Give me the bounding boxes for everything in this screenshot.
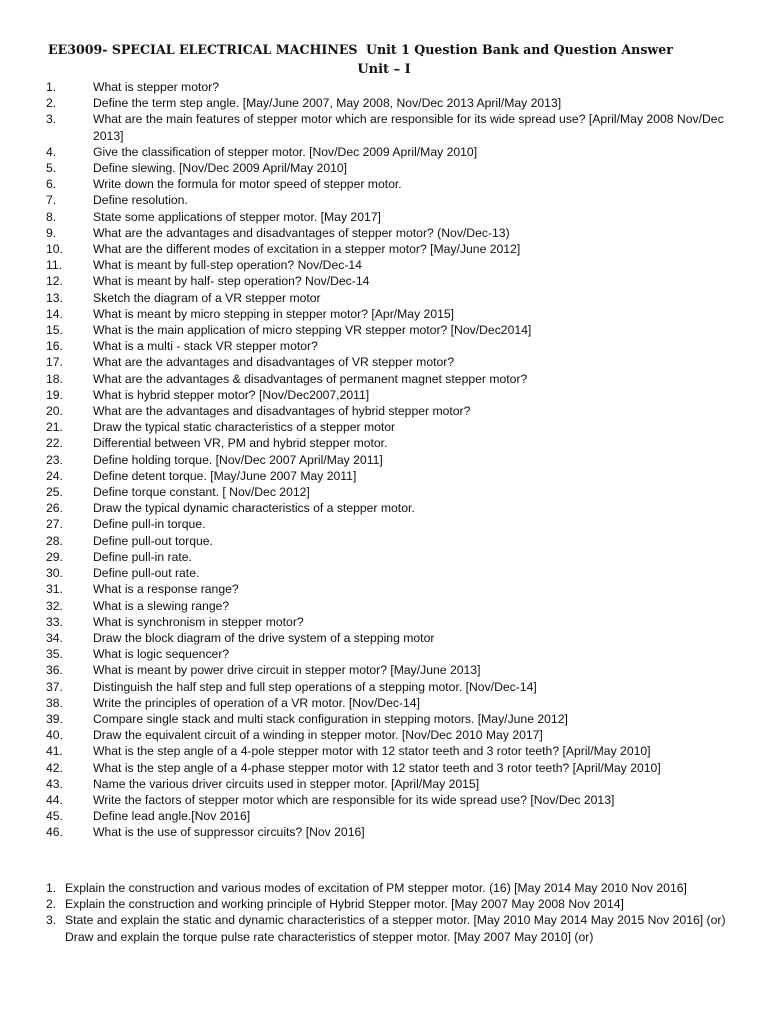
question-number: 36.: [46, 663, 63, 678]
question-item: [46, 743, 746, 759]
question-text: What is meant by half- step operation? Nov/Dec-14: [93, 274, 370, 289]
question-item: [46, 727, 746, 743]
question-text: Define holding torque. [Nov/Dec 2007 April/May 2011]: [93, 452, 383, 467]
question-text: Define pull-in torque.: [93, 517, 206, 532]
question-item: [46, 144, 746, 160]
question-item: [46, 792, 746, 808]
question-text: What is meant by micro stepping in stepper motor? [Apr/May 2015]: [93, 306, 455, 321]
question-item: [46, 598, 746, 614]
question-item: [46, 111, 746, 143]
question-number: 30.: [46, 566, 63, 581]
question-item: [46, 662, 746, 678]
question-text: What is the step angle of a 4-phase stepper motor with 12 stator teeth and 3 rotor teeth? [April/May 2010]: [93, 760, 661, 775]
question-text: Define detent torque. [May/June 2007 May 2011]: [93, 468, 357, 483]
question-number: 13.: [46, 290, 63, 305]
question-number: 23.: [46, 452, 63, 467]
question-number: 26.: [46, 501, 63, 516]
question-number: 9.: [46, 225, 57, 240]
question-item: [46, 516, 746, 532]
question-number: 32.: [46, 598, 63, 613]
question-number: 33.: [46, 614, 63, 629]
question-number: 41.: [46, 744, 63, 759]
question-number: 38.: [46, 695, 63, 710]
question-number: 35.: [46, 647, 63, 662]
question-item: [46, 452, 746, 468]
question-item: [46, 338, 746, 354]
question-text: Explain the construction and working principle of Hybrid Stepper motor. [May 2007 May 2008 Nov 2014]: [65, 897, 624, 912]
question-text: What is hybrid stepper motor? [Nov/Dec2007,2011]: [93, 387, 370, 402]
question-number: 17.: [46, 355, 63, 370]
question-item: [46, 776, 746, 792]
question-text: Draw the equivalent circuit of a winding in stepper motor. [Nov/Dec 2010 May 2017]: [93, 728, 543, 743]
question-number: 25.: [46, 485, 63, 500]
question-text: What are the advantages and disadvantages of stepper motor? (Nov/Dec-13): [93, 225, 510, 240]
question-number: 3.: [46, 913, 57, 928]
question-number: 7.: [46, 193, 57, 208]
question-number: 2.: [46, 96, 57, 111]
question-bank-title: Unit 1 Question Bank and Question Answer: [366, 42, 673, 57]
question-number: 42.: [46, 760, 63, 775]
question-number: 27.: [46, 517, 63, 532]
question-number: 15.: [46, 323, 63, 338]
question-item: [46, 225, 746, 241]
question-text: Compare single stack and multi stack configuration in stepping motors. [May/June 2012]: [93, 711, 568, 726]
question-item: [46, 403, 746, 419]
question-item: [46, 695, 746, 711]
question-text: Define torque constant. [ Nov/Dec 2012]: [93, 485, 310, 500]
question-text: Distinguish the half step and full step operations of a stepping motor. [Nov/Dec-14]: [93, 679, 537, 694]
question-number: 20.: [46, 404, 63, 419]
question-item: [46, 290, 746, 306]
question-number: 10.: [46, 242, 63, 257]
question-text: What are the advantages & disadvantages of permanent magnet stepper motor?: [93, 371, 528, 386]
short-question-list: [46, 79, 746, 841]
question-item: [46, 209, 746, 225]
question-text: Define lead angle.[Nov 2016]: [93, 809, 251, 824]
question-text: What are the main features of stepper motor which are responsible for its wide spread use? [April/May 2008 Nov/Dec 2013]: [93, 112, 724, 143]
question-number: 28.: [46, 533, 63, 548]
question-text: Draw the block diagram of the drive system of a stepping motor: [93, 630, 435, 645]
question-text: What is logic sequencer?: [93, 647, 230, 662]
question-number: 14.: [46, 306, 63, 321]
question-text: Write the principles of operation of a VR motor. [Nov/Dec-14]: [93, 695, 420, 710]
question-text: What is the main application of micro stepping VR stepper motor? [Nov/Dec2014]: [93, 323, 532, 338]
question-item: [46, 646, 746, 662]
question-text: Define pull-out torque.: [93, 533, 213, 548]
question-item: [46, 273, 746, 289]
question-item: [46, 549, 746, 565]
question-item: [46, 614, 746, 630]
question-text: Explain the construction and various modes of excitation of PM stepper motor. (16) [May 2014 May 2010 Nov 2016]: [65, 881, 687, 895]
question-item: [46, 824, 746, 840]
question-item: [46, 435, 746, 451]
course-title: EE3009- SPECIAL ELECTRICAL MACHINES: [48, 42, 358, 57]
question-number: 37.: [46, 679, 63, 694]
question-number: 16.: [46, 339, 63, 354]
question-number: 34.: [46, 630, 63, 645]
question-text: Define slewing. [Nov/Dec 2009 April/May 2010]: [93, 161, 348, 176]
long-question-list: [46, 880, 736, 945]
question-number: 2.: [46, 897, 57, 912]
question-number: 44.: [46, 792, 63, 807]
question-item: [46, 808, 746, 824]
question-number: 1.: [46, 881, 57, 895]
question-text: What is a response range?: [93, 582, 239, 597]
question-item: [46, 630, 746, 646]
question-number: 12.: [46, 274, 63, 289]
question-item: [46, 581, 746, 597]
question-item: [46, 912, 736, 944]
question-number: 31.: [46, 582, 63, 597]
question-text: What is a multi - stack VR stepper motor?: [93, 339, 318, 354]
question-text: Sketch the diagram of a VR stepper motor: [93, 290, 321, 305]
question-number: 22.: [46, 436, 63, 451]
question-item: [46, 896, 736, 912]
question-item: [46, 533, 746, 549]
question-text: Give the classification of stepper motor. [Nov/Dec 2009 April/May 2010]: [93, 144, 478, 159]
question-item: [46, 419, 746, 435]
question-text: What is the use of suppressor circuits? [Nov 2016]: [93, 825, 365, 840]
question-item: [46, 760, 746, 776]
question-text: What are the different modes of excitation in a stepper motor? [May/June 2012]: [93, 242, 521, 257]
question-number: 19.: [46, 387, 63, 402]
question-number: 40.: [46, 728, 63, 743]
question-text: What is the step angle of a 4-pole stepper motor with 12 stator teeth and 3 rotor teeth? [April/May 2010]: [93, 744, 651, 759]
question-item: [46, 192, 746, 208]
question-text: Draw the typical static characteristics of a stepper motor: [93, 420, 396, 435]
question-number: 3.: [46, 112, 57, 127]
question-number: 8.: [46, 209, 57, 224]
question-number: 11.: [46, 258, 63, 273]
question-number: 1.: [46, 80, 57, 94]
question-text: What are the advantages and disadvantages of hybrid stepper motor?: [93, 404, 471, 419]
question-text: State and explain the static and dynamic characteristics of a stepper motor. [May 2010 May 2014 May 2015 Nov 2016] (or) Draw and explain the torque pulse rate characteristics of stepper motor. [May 2007 May 2010] (or): [65, 913, 726, 944]
question-item: [46, 241, 746, 257]
question-text: Write down the formula for motor speed of stepper motor.: [93, 177, 402, 192]
question-item: [46, 79, 746, 95]
question-number: 29.: [46, 549, 63, 564]
question-item: [46, 387, 746, 403]
question-item: [46, 354, 746, 370]
question-number: 45.: [46, 809, 63, 824]
question-item: [46, 468, 746, 484]
question-text: Define pull-out rate.: [93, 566, 200, 581]
question-number: 4.: [46, 144, 57, 159]
question-number: 18.: [46, 371, 63, 386]
question-item: [46, 565, 746, 581]
unit-title: Unit – I: [357, 62, 411, 77]
question-number: 6.: [46, 177, 57, 192]
question-text: Write the factors of stepper motor which are responsible for its wide spread use? [Nov/Dec 2013]: [93, 792, 615, 807]
question-item: [46, 160, 746, 176]
question-text: What is meant by full-step operation? Nov/Dec-14: [93, 258, 362, 273]
question-number: 21.: [46, 420, 63, 435]
question-text: What is meant by power drive circuit in stepper motor? [May/June 2013]: [93, 663, 481, 678]
question-number: 46.: [46, 825, 63, 840]
question-item: [46, 371, 746, 387]
question-text: What is stepper motor?: [93, 80, 219, 94]
question-item: [46, 711, 746, 727]
question-number: 24.: [46, 468, 63, 483]
question-item: [46, 95, 746, 111]
question-number: 5.: [46, 161, 57, 176]
question-number: 39.: [46, 711, 63, 726]
question-text: Draw the typical dynamic characteristics of a stepper motor.: [93, 501, 415, 516]
question-item: [46, 880, 736, 896]
question-text: State some applications of stepper motor. [May 2017]: [93, 209, 381, 224]
question-text: Name the various driver circuits used in stepper motor. [April/May 2015]: [93, 776, 480, 791]
question-text: What is synchronism in stepper motor?: [93, 614, 304, 629]
question-item: [46, 257, 746, 273]
question-item: [46, 484, 746, 500]
question-item: [46, 322, 746, 338]
question-text: Define the term step angle. [May/June 2007, May 2008, Nov/Dec 2013 April/May 2013]: [93, 96, 562, 111]
question-text: Differential between VR, PM and hybrid stepper motor.: [93, 436, 388, 451]
question-text: Define resolution.: [93, 193, 188, 208]
question-item: [46, 679, 746, 695]
question-item: [46, 176, 746, 192]
question-text: What are the advantages and disadvantages of VR stepper motor?: [93, 355, 455, 370]
question-text: Define pull-in rate.: [93, 549, 192, 564]
question-item: [46, 306, 746, 322]
question-item: [46, 500, 746, 516]
question-text: What is a slewing range?: [93, 598, 230, 613]
question-number: 43.: [46, 776, 63, 791]
